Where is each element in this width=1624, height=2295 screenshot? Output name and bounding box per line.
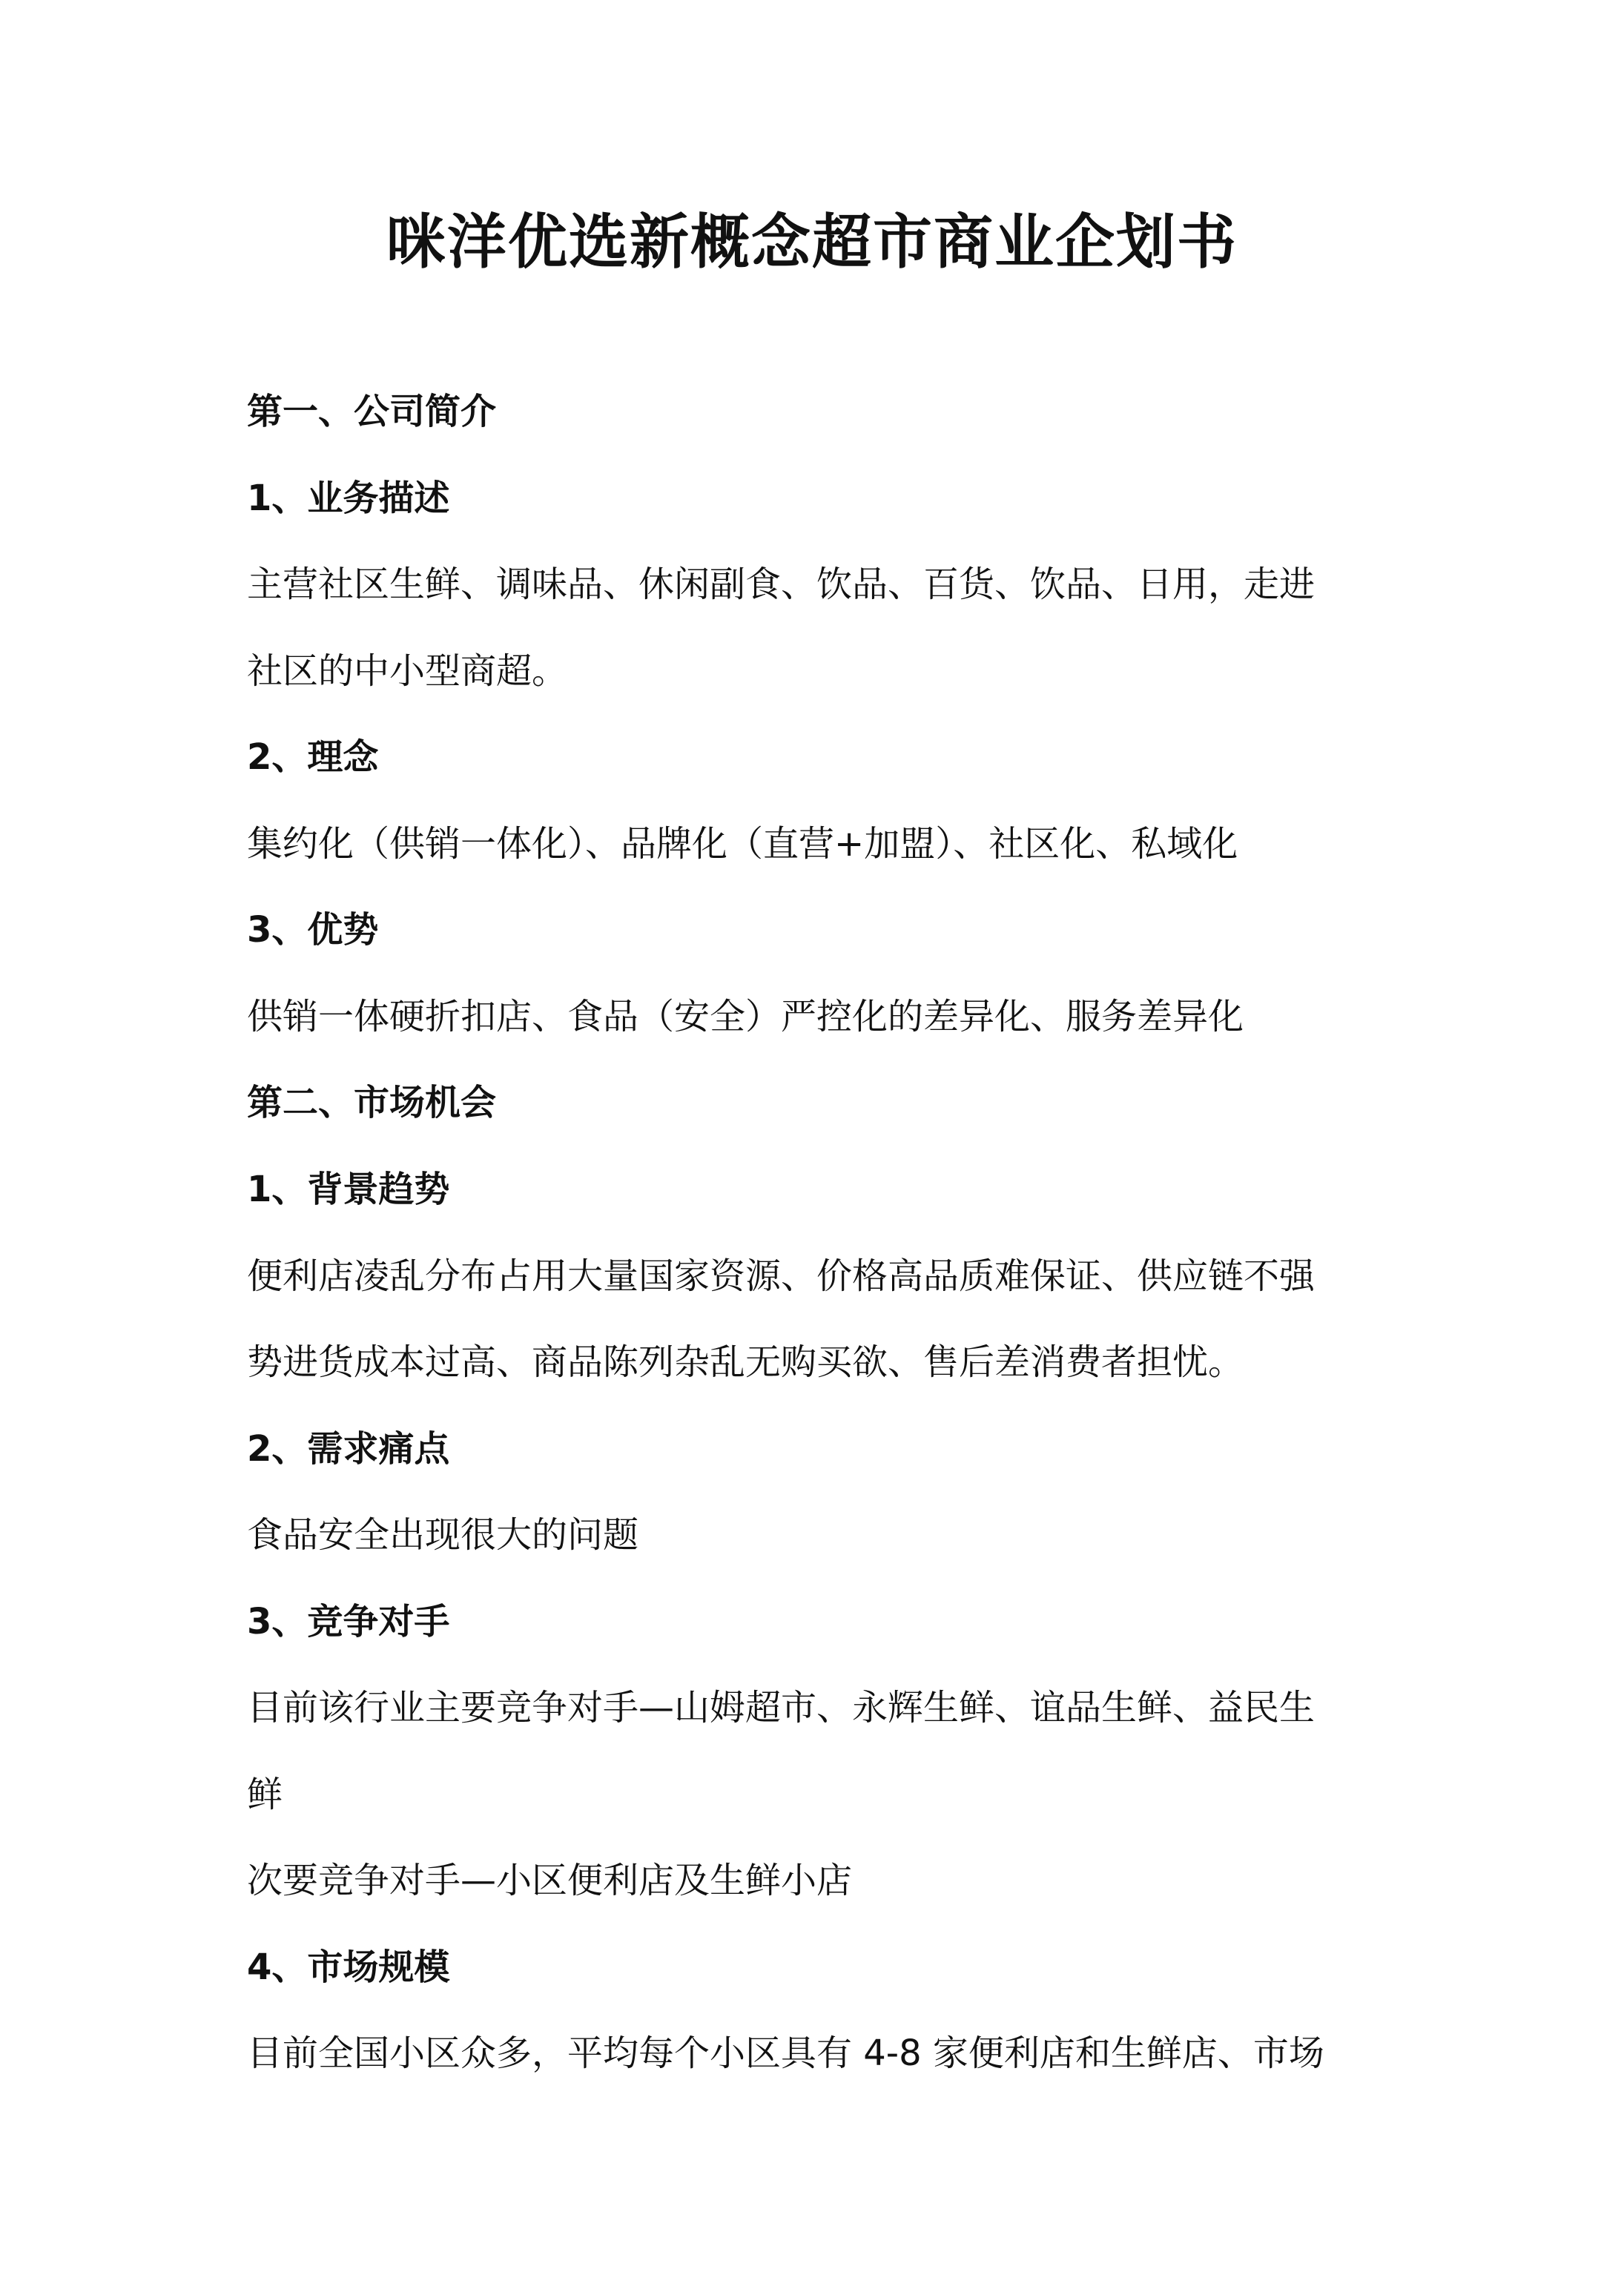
section-2-item-3-text-line-3: 次要竞争对手—小区便利店及生鲜小店 [247, 1860, 853, 1901]
section-2-item-1-heading: 1、背景趋势 [247, 1169, 450, 1210]
section-2-item-4-heading: 4、市场规模 [247, 1946, 450, 1988]
section-2-item-2-text: 食品安全出现很大的问题 [247, 1514, 639, 1556]
section-2-item-3-heading: 3、竞争对手 [247, 1601, 450, 1642]
section-1-item-1-text-line-2: 社区的中小型商超。 [247, 650, 568, 692]
section-2-heading: 第二、市场机会 [247, 1082, 497, 1123]
section-1-heading: 第一、公司简介 [247, 391, 497, 432]
section-1-item-1-text-line-1: 主营社区生鲜、调味品、休闲副食、饮品、百货、饮品、日用，走进 [247, 564, 1316, 605]
section-1-item-3-text: 供销一体硬折扣店、食品（安全）严控化的差异化、服务差异化 [247, 996, 1244, 1037]
document-title: 咪洋优选新概念超市商业企划书 [386, 208, 1238, 277]
section-2-item-2-heading: 2、需求痛点 [247, 1428, 450, 1470]
section-2-item-4-text-line-1: 目前全国小区众多，平均每个小区具有 4-8 家便利店和生鲜店、市场 [247, 2033, 1324, 2074]
section-2-item-1-text-line-1: 便利店凌乱分布占用大量国家资源、价格高品质难保证、供应链不强 [247, 1255, 1316, 1297]
section-2-item-1-text-line-2: 势进货成本过高、商品陈列杂乱无购买欲、售后差消费者担忧。 [247, 1341, 1244, 1383]
section-2-item-3-text-line-2: 鲜 [247, 1774, 283, 1815]
section-1-item-1-heading: 1、业务描述 [247, 478, 450, 519]
section-1-item-3-heading: 3、优势 [247, 909, 379, 951]
section-1-item-2-text: 集约化（供销一体化）、品牌化（直营+加盟）、社区化、私域化 [247, 823, 1238, 865]
section-2-item-3-text-line-1: 目前该行业主要竞争对手—山姆超市、永辉生鲜、谊品生鲜、益民生 [247, 1687, 1316, 1728]
section-1-item-2-heading: 2、理念 [247, 736, 379, 778]
